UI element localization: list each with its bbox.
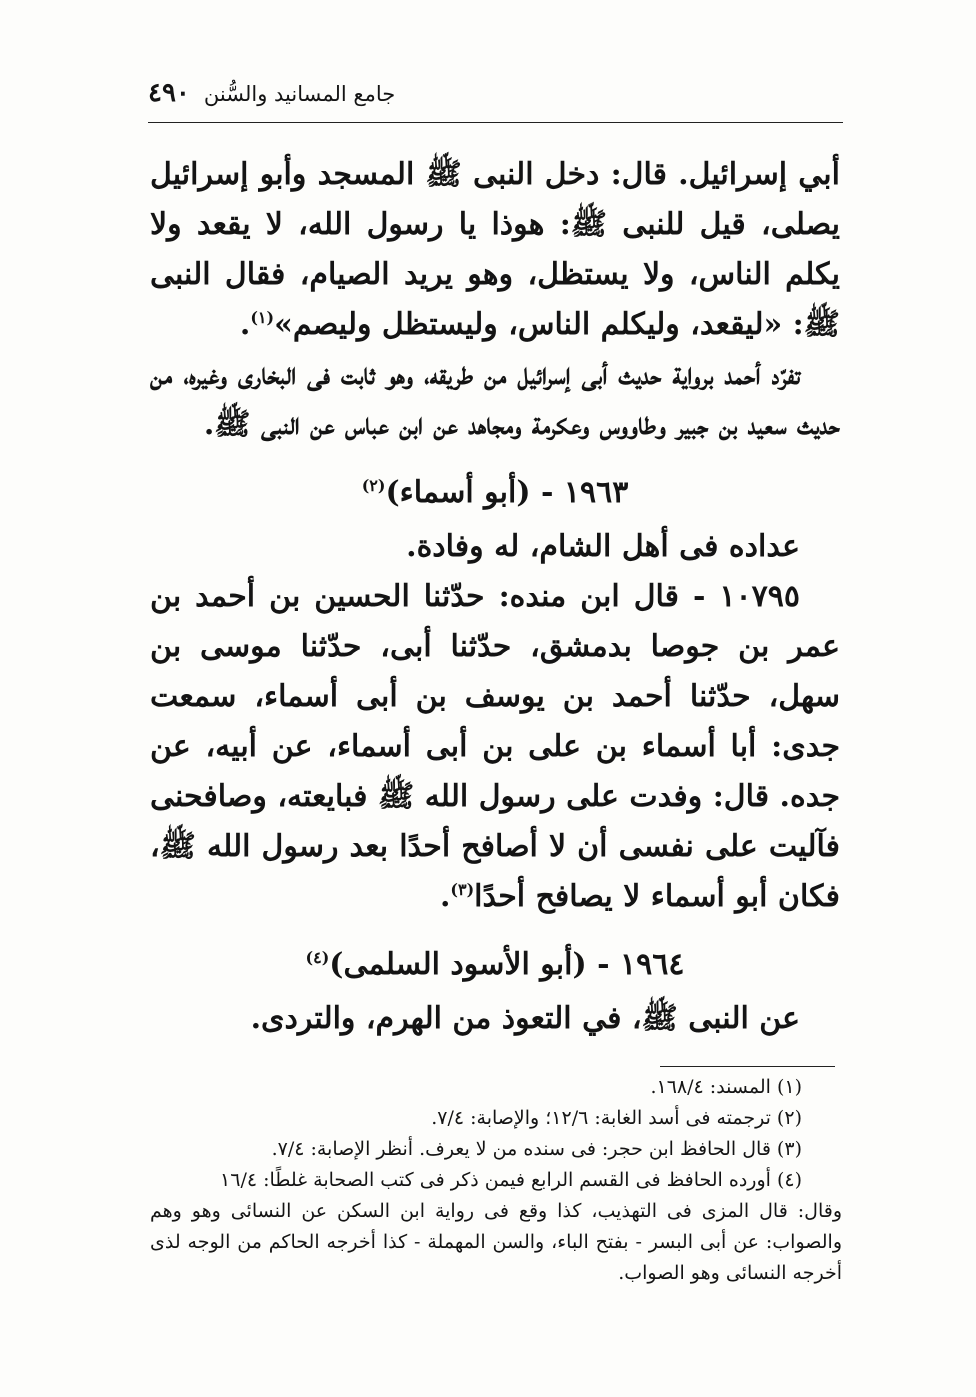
footnote-4: (٤) أورده الحافظ فى القسم الرابع فيمن ذكر فى كتب الصحابة غلطًا: ١٦/٤ xyxy=(220,1169,802,1191)
paragraph-hadith-end: أبي إسرائيل. قال: دخل النبى ﷺ المسجد وأبو إسرائيل يصلى، قيل للنبى ﷺ: هوذا يا رسول الله، لا يقعد ولا يكلم الناس، ولا يستظل، وهو يريد الصيام، فقال النبى ﷺ: «ليقعد، وليكلم الناس، وليستظل وليصم»$^{(١)}$. xyxy=(150,157,840,342)
footnote-ref-4: (٤) xyxy=(305,948,330,967)
header-rule xyxy=(148,122,843,123)
footnotes xyxy=(150,1072,842,1289)
footnote-2: (٢) ترجمته فى أسد الغابة: ١٢/٦؛ والإصابة: ٧/٤. xyxy=(431,1107,802,1129)
footnote-ref-1: (١) xyxy=(250,308,275,327)
entry-heading-1964: ١٩٦٤ - (أبو الأسود السلمى)$^{(٤)}$ xyxy=(305,947,685,982)
main-text xyxy=(150,150,840,1044)
footnote-ref-3: (٣) xyxy=(450,880,475,899)
paragraph-hadith-10795: ١٠٧٩٥ - قال ابن منده: حدّثنا الحسين بن أحمد بن عمر بن جوصا بدمشق، حدّثنا أبى، حدّثنا موسى بن سهل، حدّثنا أحمد بن يوسف بن أبى أسماء، سمعت جدى: أبا أسماء بن على بن أبى أسماء، عن أبيه، عن جده. قال: وفدت على رسول الله ﷺ فبايعته، وصافحنى فآليت على نفسى أن لا أصافح أحدًا بعد رسول الله ﷺ، فكان أبو أسماء لا يصافح أحدًا$^{(٣)}$. xyxy=(150,579,840,914)
paragraph-entry-1963-note: عداده فى أهل الشام، له وفادة. xyxy=(406,529,800,564)
page-number: ٤٩٠ xyxy=(148,78,190,108)
paragraph-commentary: تفرّد أحمد برواية حديث أبى إسرائيل من طريقه، وهو ثابت فى البخارى وغيره، من حديث سعيد بن جبير وطاووس وعكرمة ومجاهد عن ابن عباس عن النبى ﷺ. xyxy=(150,357,840,442)
entry-heading-1963: ١٩٦٣ - (أبو أسماء)$^{(٢)}$ xyxy=(361,475,629,510)
running-title: جامع المسانيد والسُّنن xyxy=(203,82,396,106)
paragraph-entry-1964-note: عن النبى ﷺ، في التعوذ من الهرم، والتردى. xyxy=(250,1001,800,1036)
footnote-1: (١) المسند: ١٦٨/٤. xyxy=(650,1076,802,1098)
page-header xyxy=(148,78,843,108)
footnote-3: (٣) قال الحافظ ابن حجر: فى سنده من لا يعرف. أنظر الإصابة: ٧/٤. xyxy=(271,1138,802,1160)
footnote-ref-2: (٢) xyxy=(361,476,386,495)
footnote-rule xyxy=(660,1066,835,1067)
footnote-4-continuation: وقال: قال المزى فى التهذيب، كذا وقع فى رواية ابن السكن عن النسائى وهو وهم والصواب: عن أبى البسر - بفتح الباء، والسن المهملة - كذا أخرجه الحاكم من الوجه لذى أخرجه النسائى وهو الصواب. xyxy=(150,1200,842,1284)
